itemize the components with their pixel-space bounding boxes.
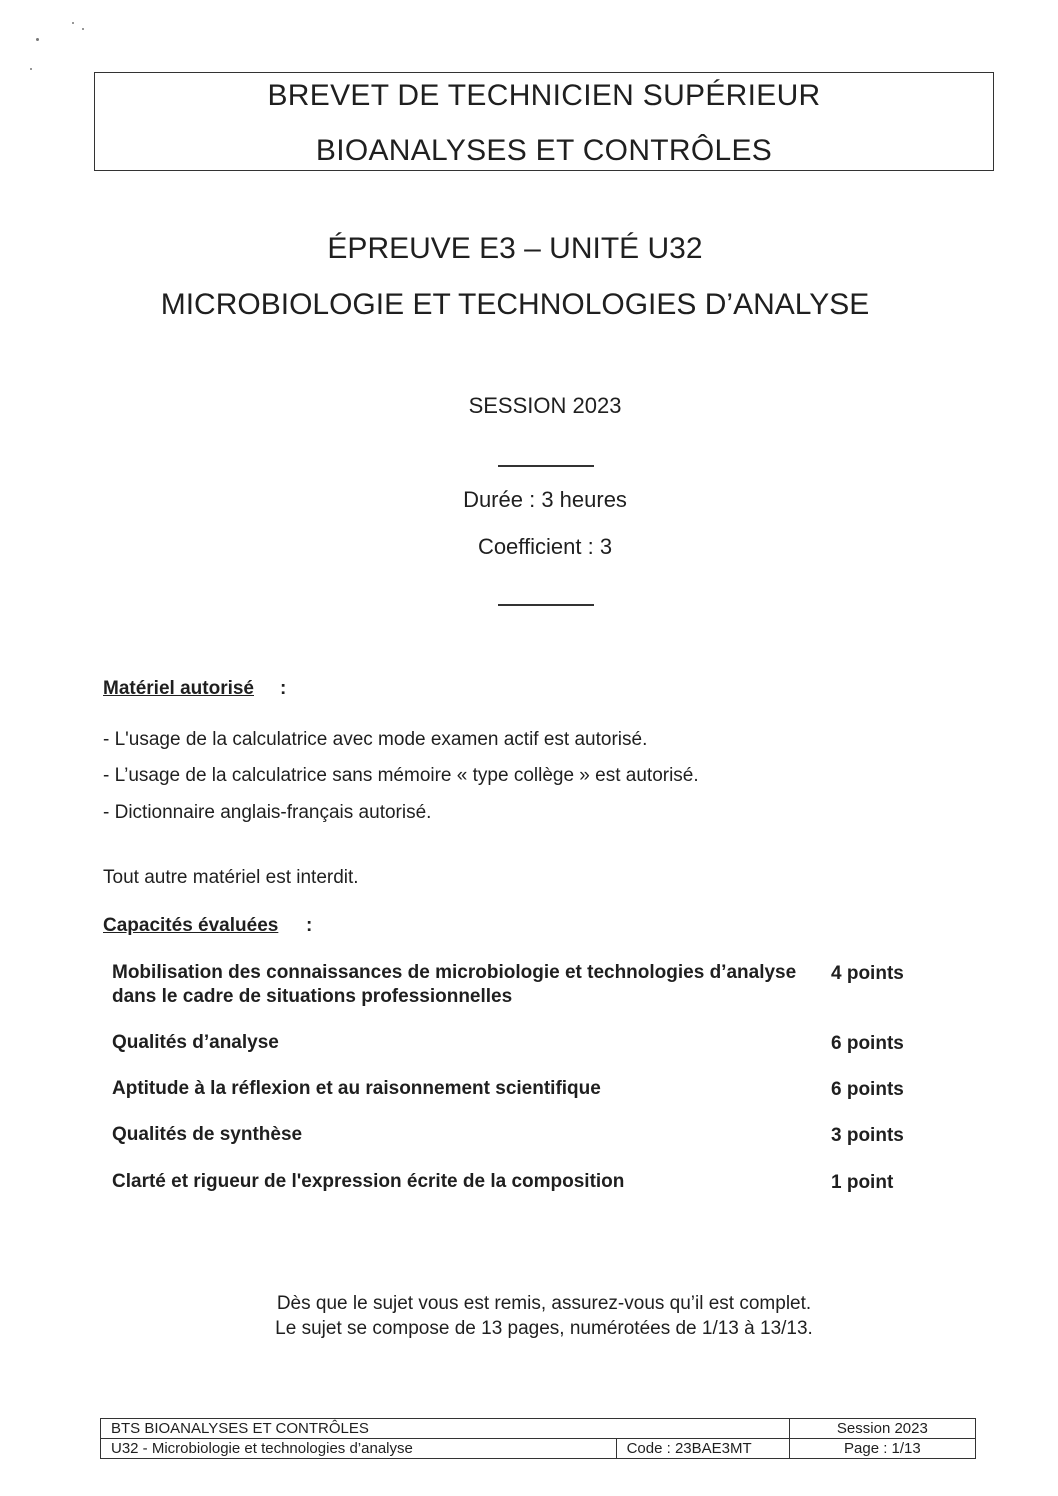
exam-title: ÉPREUVE E3 – UNITÉ U32 [327, 232, 703, 265]
header-diploma: BREVET DE TECHNICIEN SUPÉRIEUR [267, 79, 821, 112]
capacite-label: Aptitude à la réflexion et au raisonnement scientifique [112, 1078, 601, 1099]
capacite-label: Clarté et rigueur de l'expression écrite de la composition [112, 1171, 625, 1192]
capacite-points: 1 point [831, 1172, 894, 1193]
exam-subject: MICROBIOLOGIE ET TECHNOLOGIES D’ANALYSE [160, 288, 870, 321]
capacite-label: Qualités d’analyse [112, 1032, 279, 1053]
materiel-item: - L’usage de la calculatrice sans mémoire « type collège » est autorisé. [103, 765, 699, 786]
footer-session: Session 2023 [789, 1419, 975, 1439]
exam-session: SESSION 2023 [468, 393, 622, 418]
footer-page: Page : 1/13 [789, 1439, 975, 1459]
footer-program: BTS BIOANALYSES ET CONTRÔLES [101, 1419, 790, 1439]
divider [498, 465, 594, 467]
notice-line: Dès que le sujet vous est remis, assurez-vous qu’il est complet. [276, 1293, 812, 1314]
divider [498, 604, 594, 606]
scan-speck [72, 22, 74, 24]
materiel-item: - L'usage de la calculatrice avec mode examen actif est autorisé. [103, 729, 648, 750]
scan-speck [82, 28, 84, 30]
scan-speck [30, 68, 32, 70]
capacites-heading: Capacités évaluées [103, 915, 279, 936]
exam-duration: Durée : 3 heures [463, 487, 627, 512]
footer-row [101, 1419, 976, 1439]
exam-coefficient: Coefficient : 3 [477, 534, 613, 559]
footer-row [101, 1439, 976, 1459]
footer-table [100, 1418, 976, 1459]
scan-speck [36, 38, 39, 41]
footer-code: Code : 23BAE3MT [616, 1439, 789, 1459]
capacite-label: Mobilisation des connaissances de microbiologie et technologies d’analyse dans le cadre de situations professionnelles [112, 962, 797, 1007]
capacite-points: 6 points [831, 1079, 904, 1100]
materiel-item: - Dictionnaire anglais-français autorisé. [103, 802, 432, 823]
capacites-colon: : [306, 915, 313, 936]
notice-line: Le sujet se compose de 13 pages, numérotées de 1/13 à 13/13. [275, 1318, 813, 1339]
materiel-colon: : [280, 678, 287, 699]
capacite-label: Qualités de synthèse [112, 1124, 303, 1145]
capacite-points: 3 points [831, 1125, 904, 1146]
footer-unit: U32 - Microbiologie et technologies d’analyse [101, 1439, 617, 1459]
materiel-heading: Matériel autorisé [103, 678, 254, 699]
capacite-points: 4 points [831, 963, 904, 984]
capacite-points: 6 points [831, 1033, 904, 1054]
header-box [94, 72, 994, 171]
materiel-note: Tout autre matériel est interdit. [103, 867, 359, 888]
header-specialty: BIOANALYSES ET CONTRÔLES [315, 134, 773, 167]
